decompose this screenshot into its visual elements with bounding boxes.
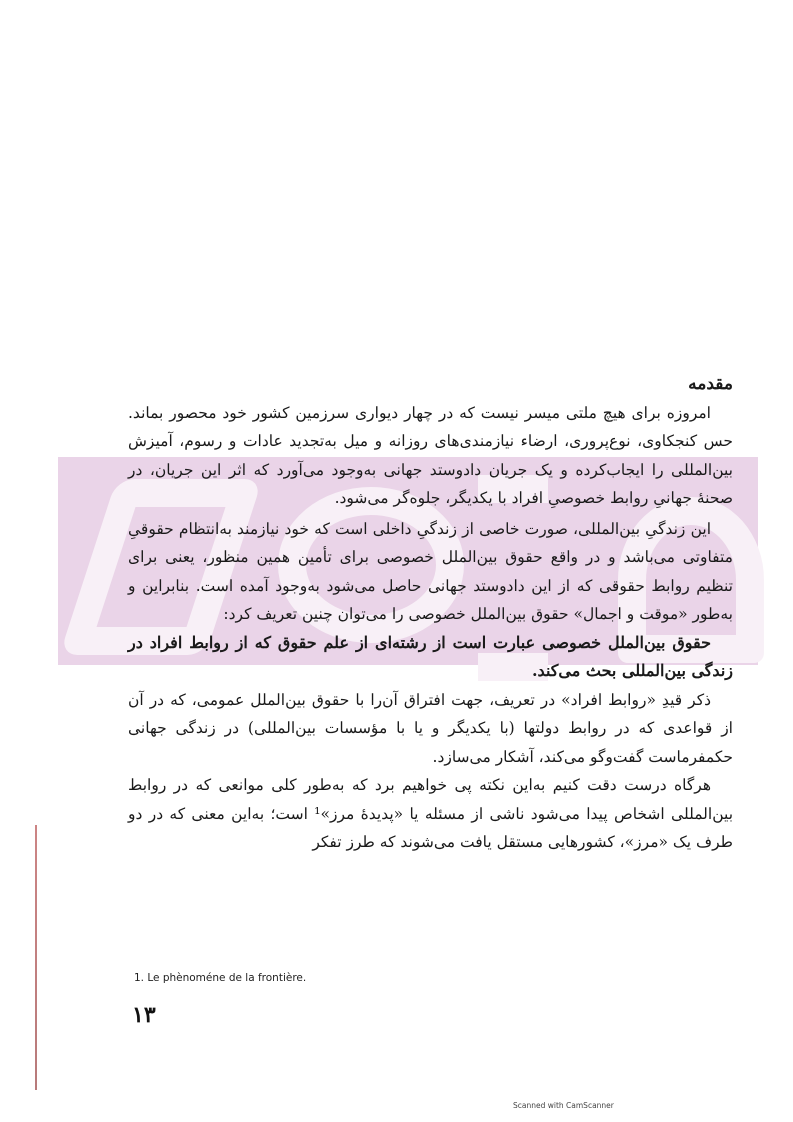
paragraph-2: این زندگیِ بین‌المللی، صورت خاصی از زندگیِ داخلی است که خود نیازمند به‌انتظام حقوقیِ متفاوتی می‌باشد و در واقع حقوق بین‌الملل خصوصی برای تأمین همین منظور، یعنی برای تنظیم روابط حقوقی که از این دادوستد جهانی حاصل می‌شود به‌وجود آمده است. بنابراین و به‌طور «موقت و اجمال» حقوق بین‌الملل خصوصی را می‌توان چنین تعریف کرد: (128, 519, 733, 623)
definition-paragraph: حقوق بین‌الملل خصوصی عبارت است از رشته‌ای از علم حقوق که از روابط افراد در زندگی بین‌المللی بحث می‌کند. (128, 632, 733, 680)
paragraph-3: ذکر قیدِ «روابط افراد» در تعریف، جهت افتراق آن‌را با حقوق بین‌الملل عمومی، که در آن از قواعدی که در روابط دولتها (با یکدیگر و یا با مؤسسات بین‌المللی) در زندگی جهانی حکمفرماست گفت‌وگو می‌کند، آشکار می‌سازد. (128, 690, 733, 766)
scan-credit: Scanned with CamScanner (513, 1101, 614, 1110)
page-binding-edge (35, 825, 37, 1090)
paragraph-4: هرگاه درست دقت کنیم به‌این نکته پی خواهیم برد که به‌طور کلی موانعی که در روابط بین‌المللی اشخاص پیدا می‌شود ناشی از مسئله یا «پدیدهٔ مرز»¹ است؛ به‌این معنی که در دو طرف یک «مرز»، کشورهایی مستقل یافت می‌شوند که طرز تفکر (128, 776, 734, 851)
footnote: 1. Le phènoméne de la frontière. (134, 972, 307, 984)
page-title: مقدمه (688, 374, 733, 394)
page-number: ۱۳ (132, 1002, 156, 1028)
paragraph-1: امروزه برای هیچ ملتی میسر نیست که در چهار دیواری سرزمین کشور خود محصور بماند. حس کنجکاوی، نوع‌پروری، ارضاء نیازمندی‌های روزانه و میل به‌تجدید عادات و رسوم، آمیزش بین‌المللی را ایجاب‌کرده و یک جریان دادوستد جهانی به‌وجود می‌آورد که اثر این جریان، در صحنهٔ جهانیِ روابط خصوصیِ افراد با یکدیگر، جلوه‌گر می‌شود. (128, 403, 733, 507)
page-body (128, 370, 733, 857)
